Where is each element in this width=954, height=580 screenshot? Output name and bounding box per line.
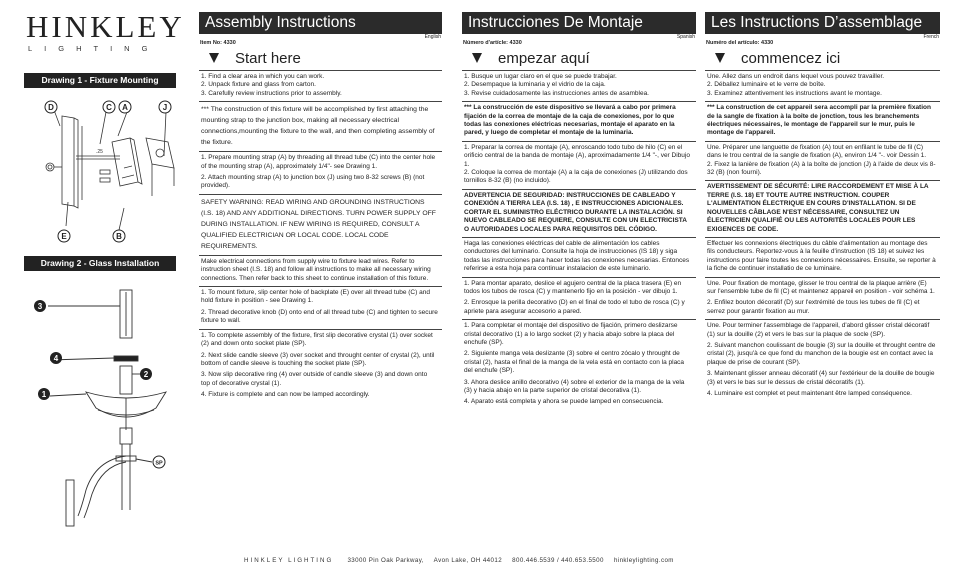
down-arrow-icon (472, 53, 482, 63)
brand-logo (26, 9, 185, 53)
down-arrow-icon (209, 53, 219, 63)
instruction-boxes-french (705, 70, 940, 401)
column-header-french: Les Instructions D’assemblage (705, 12, 940, 34)
column-header-spanish: Instrucciones De Montaje (462, 12, 696, 34)
instruction-box (462, 189, 696, 237)
instruction-paragraph: 4. Aparato está completa y ahora se puede lamped en consecuencia. (464, 398, 664, 406)
language-label-english: English (424, 34, 441, 40)
down-arrow-icon (715, 53, 725, 63)
instruction-paragraph: 3. Ahora deslice anillo decorativo (4) sobre el exterior de la manga de la vela (3) y hacia abajo en la parte superior de cristal decorativa (1). (464, 378, 685, 394)
instruction-paragraph: 3. Now slip decorative ring (4) over outside of candle sleeve (3) and down onto top of decorative crystal (1). (201, 371, 428, 387)
item-number-spanish: Número d'artícle: 4330 (463, 40, 522, 46)
part-label-e: E (61, 232, 67, 241)
instruction-paragraph: 1. To mount fixture, slip center hole of backplate (E) over all thread tube (C) and hold fixture in position - see Drawing 1. (201, 289, 430, 305)
instruction-paragraph: *** La construction de cet appareil sera accompli par la première fixation de la sangle de fixation à la boîte de jonction, tous les branchements électriques nécessaires, le montage de l'appareil sur le mur, puis le montage de l'appareil. (707, 104, 931, 137)
start-text-english: Start here (235, 49, 301, 67)
instruction-paragraph: 1. To complete assembly of the fixture, first slip decorative crystal (1) over socket (2) and down onto socket plate (SP). (201, 331, 433, 348)
instruction-box (705, 319, 940, 401)
start-marker-spanish (462, 46, 696, 70)
start-marker-english (199, 46, 442, 70)
drawing-2-glass-installation (26, 280, 176, 530)
instruction-paragraph: 2. Thread decorative knob (D) onto end of all thread tube (C) and tighten to secure fixture to wall. (201, 308, 438, 325)
part-label-a: A (122, 103, 128, 112)
instruction-paragraph: Une. Pour fixation de montage, glisser le trou central de la plaque arrière (E) sur l'ensemble tube de fil (C) et maintenez appareil en position - voir schéma 1. (707, 279, 935, 295)
part-label-c: C (106, 103, 112, 112)
part-label-j: J (162, 103, 168, 112)
instruction-box (462, 237, 696, 277)
language-label-french: French (923, 34, 939, 40)
item-number-english: Item No: 4330 (200, 40, 236, 46)
drawing-1-fixture-mounting (26, 96, 176, 248)
instruction-paragraph: 2. Suivant manchon coulissant de bougie (3) sur la douille et throught centre de cristal (2), jusqu'à ce que fond du manchon de la bougie est en contact avec la plaque de prise de courant (SP). (707, 341, 936, 366)
instruction-paragraph: 2. Attach mounting strap (A) to junction box (J) using two 8-32 screws (B) (not provided). (201, 174, 425, 190)
instruction-box (705, 101, 940, 141)
start-marker-french (705, 46, 940, 70)
instruction-paragraph: 3. Maintenant glisser anneau décoratif (4) sur l'extérieur de la douille de bougie (3) et vers le bas sur le dessus de cristal décoratifs (1). (707, 370, 935, 386)
start-text-french: commencez ici (741, 49, 841, 67)
instruction-box (199, 286, 442, 329)
drawing-2-title: Drawing 2 - Glass Installation (24, 256, 176, 271)
instruction-paragraph: 1. Para montar aparato, deslice el agujero central de la placa trasera (E) en todos los tubos de rosca (C) y mantenerlo fijo en la posición - ver dibujo 1. (464, 279, 682, 295)
column-english (199, 12, 442, 550)
footer-website[interactable]: hinkleylighting.com (613, 557, 674, 564)
column-french (705, 12, 940, 550)
instruction-box (462, 277, 696, 320)
instruction-box (705, 237, 940, 277)
instruction-box (462, 101, 696, 141)
instruction-paragraph: *** La construcción de este dispositivo se llevará a cabo por primera fijación de la correa de montaje de la caja de conexiones, por lo que todas las conexiones eléctricas necesarias, montaje el aparato en la pared, y luego de completar el montaje de la luminaria. (464, 104, 676, 137)
instruction-paragraph: Effectuer les connexions électriques du câble d'alimentation au montage des fils conducteurs. Reportez-vous à la feuille d'instruction (IS 18) et suivez les instructions pour faire toutes les connexions nécessaires. Ensuite, se reporter à la fiche de continuer installatio de ce luminaire. (707, 239, 936, 273)
instruction-paragraph: 1. Find a clear area in which you can work. 2. Unpack fixture and glass from carton. 3. Carefully review instructions prior to assembly. (201, 73, 342, 97)
instruction-box (705, 141, 940, 181)
instruction-box (705, 70, 940, 101)
instruction-paragraph: 1. Busque un lugar claro en el que se puede trabajar. 2. Desempaque la luminaria y el vidrio de la caja. 3. Revise cuidadosamente las instrucciones antes de asamblea. (464, 73, 649, 97)
instruction-paragraph: 1. Para completar el montaje del dispositivo de fijación, primero deslizarse cristal decorativo (1) a lo largo socket (2) y hacia abajo sobre la placa del enchufe (SP). (464, 322, 678, 346)
instruction-paragraph: Make electrical connections from supply wire to fixture lead wires. Refer to instruction sheet (I.S. 18) and follow all instructions to make all necessary wiring connections. Then refer back to this sheet to continue installation of this fixture. (201, 257, 431, 282)
footer-brand: HINKLEY LIGHTING (244, 557, 334, 564)
instruction-paragraph: SAFETY WARNING: READ WIRING AND GROUNDING INSTRUCTIONS (I.S. 18) AND ANY ADDITIONAL DIRECTIONS. TURN POWER SUPPLY OFF DURING INSTALLATION. IF NEW WIRING IS REQUIRED, CONSULT A QUALIFIED ELECTRICIAN OR LOCAL CODE. LOCAL CODE REQUIREMENTS. (201, 198, 436, 250)
instruction-box (199, 151, 442, 194)
part-label-1: 1 (41, 390, 47, 399)
logo-tagline: LIGHTING (28, 44, 160, 53)
part-label-2: 2 (143, 370, 149, 379)
instruction-box (199, 194, 442, 255)
start-text-spanish: empezar aquí (498, 49, 590, 67)
column-spanish (462, 12, 696, 550)
instruction-paragraph: 2. Enrosque la perilla decorativo (D) en el final de todo el tubo de rosca (C) y apriete para asegurar accesorio a pared. (464, 299, 685, 315)
instruction-paragraph: Haga las conexiones eléctricas del cable de alimentación los cables conductores del luminario. Consulte la hoja de instrucciones (IS 18) y siga todas las instrucciones para hacer todas las conexiones necesarias. Entonces referirse a esta hoja para continuar instalacion de este luminario. (464, 239, 690, 273)
item-number-french: Numéro del artículo: 4330 (706, 40, 774, 46)
part-label-4: 4 (53, 354, 59, 363)
footer-contact (244, 557, 674, 564)
instruction-paragraph: 4. Fixture is complete and can now be lamped accordingly. (201, 391, 370, 399)
instruction-boxes-spanish (462, 70, 696, 410)
instruction-paragraph: 2. Siguiente manga vela deslizante (3) sobre el centro zócalo y throught de cristal (2), hasta el final de la manga de la vela está en contacto con la placa del enchufe (SP). (464, 350, 685, 375)
part-label-b: B (116, 232, 122, 241)
language-label-spanish: Spanish (676, 34, 695, 40)
part-label-d: D (48, 103, 54, 112)
instruction-box (705, 180, 940, 236)
instruction-paragraph: *** The construction of this fixture will be accomplished by first attaching the mounting strap to the junction box, making all necessary electrical connections,mounting the fixture to the wall, and then completing assembly of the fixture. (201, 106, 435, 147)
instruction-box (462, 70, 696, 101)
instruction-paragraph: 1. Preparar la correa de montaje (A), enroscando todo tubo de hilo (C) en el orificio central de la banda de montaje (A), aproximadamente 1/4 "-, ver Dibujo 1. 2. Coloque la correa de montaje (A) a la caja de conexiones (J) utilizando dos tornillos 8-32 (B) (no incluido). (464, 143, 690, 185)
instruction-paragraph: Une. Pour terminer l'assemblage de l'appareil, d'abord glisser cristal décoratif (1) sur la douille (2) et vers le bas sur la plaque de socle (SP). (707, 322, 930, 338)
instruction-paragraph: ADVERTENCIA DE SEGURIDAD: INSTRUCCIONES DE CABLEADO Y CONEXIÓN A TIERRA LEA (I.S. 18) , E INSTRUCCIONES ADICIONALES. CORTAR EL SUMINISTRO ELÉCTRICO DURANTE LA INSTALACIÓN. SI NUEVO CABLEADO SE REQUIERE, CONSULTE CON UN ELECTRICISTA O AUTORIDADES LOCALES PARA REQUISITOS DEL CÓDIGO. (464, 191, 687, 233)
drawing-1-title: Drawing 1 - Fixture Mounting (24, 73, 176, 88)
footer-address: 33000 Pin Oak Parkway, (347, 557, 424, 564)
instruction-paragraph: 4. Luminaire est complet et peut maintenant être lamped conséquence. (707, 390, 912, 397)
logo-wordmark: HINKLEY (26, 9, 185, 44)
instruction-box (462, 141, 696, 189)
footer-city: Avon Lake, OH 44012 (433, 557, 503, 564)
instruction-paragraph: 1. Prepare mounting strap (A) by threading all thread tube (C) into the center hole of the mounting strap (A), approximately 1/4"- see Drawing 1. (201, 154, 436, 170)
instruction-box (462, 319, 696, 410)
instruction-paragraph: 2. Enfilez bouton décoratif (D) sur l'extrémité de tous les tubes de fil (C) et serrez pour garantir fixation au mur. (707, 299, 920, 315)
instruction-paragraph: 2. Next slide candle sleeve (3) over socket and throught center of crystal (2), until bottom of candle sleeve is touching the socket plate (SP). (201, 351, 435, 367)
part-label-3: 3 (37, 302, 43, 311)
instruction-paragraph: Une. Préparer une languette de fixation (A) tout en enfilant le tube de fil (C) dans le trou central de la sangle de fixation (A), environ 1/4 "-. voir Dessin 1. 2. Fixez la lanière de fixation (A) à la boîte de jonction (J) à l'aide de deux vis 8-32 (B) (non fourni). (707, 143, 936, 177)
instruction-box (199, 101, 442, 151)
instruction-box (199, 70, 442, 101)
svg-text:.25: .25 (96, 149, 103, 155)
instruction-box (199, 329, 442, 403)
footer-phone: 800.446.5539 / 440.653.5500 (512, 557, 604, 564)
instruction-box (199, 255, 442, 286)
instruction-boxes-english (199, 70, 442, 403)
part-label-sp: SP (155, 460, 163, 467)
instruction-paragraph: AVERTISSEMENT DE SÉCURITÉ: LIRE RACCORDEMENT ET MISE À LA TERRE (I.S. 18) ET TOUTE AUTRE INSTRUCTION. COUPER L'ALIMENTATION ÉLECTRIQUE EN COURS D'INSTALLATION. SI DE NOUVELLES CÂBLAGE N'EST NÉCESSAIRE, CONSULTEZ UN ÉLECTRICIEN QUALIFIÉ OU LES AUTORITÉS LOCALES POUR LES EXIGENCES DE CODE. (707, 183, 929, 233)
column-header-english: Assembly Instructions (199, 12, 442, 34)
instruction-paragraph: Une. Allez dans un endroit dans lequel vous pouvez travailler. 2. Déballez luminaire et le verre de boîte. 3. Examinez attentivement les instructions avant le montage. (707, 73, 885, 97)
instruction-box (705, 277, 940, 320)
